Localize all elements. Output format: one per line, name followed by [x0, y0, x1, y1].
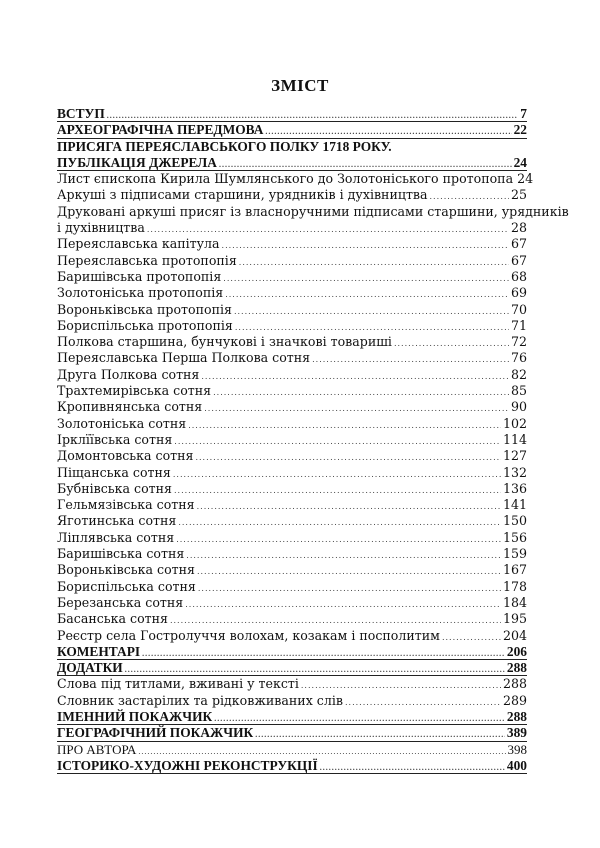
toc-entry-label: ВСТУП: [57, 106, 105, 121]
toc-entry[interactable]: [57, 579, 527, 595]
toc-page-number: 150: [502, 513, 527, 529]
toc-entry-label: КОМЕНТАРІ: [57, 643, 141, 659]
toc-page-number: 400: [506, 757, 527, 773]
toc-entry[interactable]: [57, 334, 527, 350]
toc-entry[interactable]: [57, 595, 527, 611]
toc-entry[interactable]: [57, 693, 527, 709]
toc-entry[interactable]: [57, 644, 527, 660]
dot-leader: [176, 532, 501, 548]
dot-leader: [225, 287, 509, 303]
dot-leader: [234, 304, 509, 320]
toc-entry[interactable]: [57, 416, 527, 432]
toc-page-number: 114: [502, 431, 527, 447]
toc-entry-label: Вороньківська протопопія: [57, 301, 232, 317]
toc-page-number: 398: [507, 741, 527, 757]
toc-entry[interactable]: [57, 399, 527, 415]
toc-page-number: 24: [513, 154, 527, 170]
toc-entry-label: Друковані аркуші присяг із власноручними підписами старшини, урядників: [57, 203, 569, 219]
toc-page-number: 206: [506, 643, 527, 659]
toc-entry-label: Лист єпископа Кирила Шумлянського до Золотоніського протопопа: [57, 171, 514, 187]
dot-leader: [197, 499, 501, 515]
toc-entry-label: Реєстр села Гостролуччя волохам, козакам і посполитим: [57, 627, 440, 643]
toc-page-number: 389: [506, 725, 527, 741]
toc-page-number: 178: [502, 578, 527, 594]
toc-entry-label: Переяславська капітула: [57, 236, 220, 252]
toc-entry[interactable]: [57, 253, 527, 269]
toc-entry[interactable]: [57, 628, 527, 644]
toc-entry[interactable]: [57, 758, 527, 774]
toc-page-number: 7: [520, 106, 527, 121]
toc-page-number: 67: [510, 236, 527, 252]
table-of-contents: [57, 106, 569, 774]
toc-entry[interactable]: [57, 611, 527, 627]
dot-leader: [345, 695, 501, 711]
toc-entry[interactable]: [57, 676, 527, 692]
toc-entry[interactable]: [57, 367, 527, 383]
dot-leader: [222, 238, 509, 254]
toc-entry[interactable]: [57, 742, 527, 758]
dot-leader: [178, 515, 501, 531]
toc-entry-label: Золотоніська сотня: [57, 415, 187, 431]
toc-page-number: 184: [502, 594, 527, 610]
dot-leader: [142, 646, 505, 662]
toc-entry[interactable]: [57, 106, 527, 122]
toc-page-number: 156: [502, 529, 527, 545]
toc-page-number: 76: [510, 350, 527, 366]
toc-entry-label: Кропивнянська сотня: [57, 399, 203, 415]
toc-entry-label: Домонтовська сотня: [57, 448, 194, 464]
toc-entry-label: Бориспільська сотня: [57, 578, 196, 594]
toc-page-number: 72: [510, 334, 527, 350]
toc-page-number: 67: [510, 252, 527, 268]
toc-entry-label: Бориспільська протопопія: [57, 317, 233, 333]
toc-entry[interactable]: [57, 725, 527, 741]
toc-page-number: 69: [510, 285, 527, 301]
toc-entry[interactable]: [57, 269, 527, 285]
toc-entry[interactable]: [57, 383, 527, 399]
toc-entry-label: Аркуші з підписами старшини, урядників і духівництва: [57, 187, 428, 203]
toc-entry-label: Березанська сотня: [57, 594, 184, 610]
toc-page-number: 136: [502, 480, 527, 496]
toc-entry[interactable]: [57, 122, 527, 138]
toc-entry[interactable]: [57, 530, 527, 546]
toc-entry-label: Друга Полкова сотня: [57, 366, 200, 382]
toc-entry-label: Трахтемирівська сотня: [57, 383, 212, 399]
toc-page-number: 71: [510, 317, 527, 333]
toc-entry[interactable]: [57, 350, 527, 366]
toc-entry-label: АРХЕОГРАФІЧНА ПЕРЕДМОВА: [57, 122, 264, 138]
toc-entry-label: ІСТОРИКО-ХУДОЖНІ РЕКОНСТРУКЦІЇ: [57, 757, 318, 773]
toc-entry-label: і духівництва: [57, 220, 145, 236]
toc-entry-label: ІМЕННИЙ ПОКАЖЧИК: [57, 708, 213, 724]
toc-entry[interactable]: [57, 497, 527, 513]
toc-entry[interactable]: [57, 465, 527, 481]
toc-page-number: 289: [502, 692, 527, 708]
dot-leader: [320, 760, 505, 776]
toc-entry-label: Вороньківська сотня: [57, 562, 195, 578]
dot-leader: [255, 727, 505, 743]
dot-leader: [188, 418, 501, 434]
toc-entry[interactable]: [57, 432, 527, 448]
toc-page-number: 24: [517, 171, 534, 187]
toc-page-number: 82: [510, 366, 527, 382]
toc-entry[interactable]: [57, 171, 534, 187]
toc-entry-label: Ліплявська сотня: [57, 529, 175, 545]
dot-leader: [239, 255, 509, 271]
toc-page-number: 90: [510, 399, 527, 415]
toc-entry[interactable]: [57, 481, 527, 497]
dot-leader: [174, 483, 501, 499]
toc-page-number: 195: [502, 611, 527, 627]
toc-entry-label: ГЕОГРАФІЧНИЙ ПОКАЖЧИК: [57, 725, 254, 741]
toc-page-number: 288: [502, 676, 527, 692]
toc-entry-label: Переяславська протопопія: [57, 252, 237, 268]
toc-entry[interactable]: [57, 155, 527, 171]
toc-entry-label: Переяславська Перша Полкова сотня: [57, 350, 311, 366]
dot-leader: [186, 548, 501, 564]
toc-page-number: 70: [510, 301, 527, 317]
dot-leader: [442, 630, 501, 646]
toc-page-number: 288: [506, 708, 527, 724]
toc-entry-label: Полкова старшина, бунчукові і значкові товариші: [57, 334, 392, 350]
toc-entry[interactable]: [57, 236, 527, 252]
toc-page-number: 28: [510, 220, 527, 236]
toc-page-number: 141: [502, 497, 527, 513]
dot-leader: [394, 336, 509, 352]
toc-page-number: 85: [510, 383, 527, 399]
toc-entry[interactable]: [57, 562, 527, 578]
toc-entry-label: Золотоніська протопопія: [57, 285, 224, 301]
toc-entry[interactable]: [57, 448, 527, 464]
toc-page-number: 159: [502, 546, 527, 562]
dot-leader: [223, 271, 509, 287]
toc-entry[interactable]: [57, 220, 527, 236]
toc-entry[interactable]: [57, 285, 527, 301]
toc-entry[interactable]: [57, 302, 527, 318]
toc-entry-label: Слова під титлами, вживані у тексті: [57, 676, 299, 692]
toc-entry-label: Піщанська сотня: [57, 464, 171, 480]
toc-entry-label: Бубнівська сотня: [57, 480, 172, 496]
dot-leader: [204, 401, 509, 417]
dot-leader: [185, 597, 501, 613]
toc-page-number: 102: [502, 415, 527, 431]
toc-page-number: 22: [513, 122, 527, 138]
toc-entry-label: Словник застарілих та рідковживаних слів: [57, 692, 343, 708]
dot-leader: [201, 369, 509, 385]
dot-leader: [174, 434, 501, 450]
toc-page-number: 25: [510, 187, 527, 203]
toc-page-number: 132: [502, 464, 527, 480]
dot-leader: [198, 581, 501, 597]
toc-entry-label: Гельмязівська сотня: [57, 497, 195, 513]
toc-entry-label: ДОДАТКИ: [57, 660, 123, 676]
toc-entry-label: Баришівська протопопія: [57, 268, 222, 284]
page-title: ЗМІСТ: [271, 76, 329, 95]
dot-leader: [197, 564, 501, 580]
dot-leader: [214, 711, 505, 727]
toc-page-number: 127: [502, 448, 527, 464]
toc-entry[interactable]: [57, 513, 527, 529]
toc-entry-label: ПРИСЯГА ПЕРЕЯСЛАВСЬКОГО ПОЛКУ 1718 РОКУ.: [57, 138, 392, 154]
toc-entry-label: Басанська сотня: [57, 611, 168, 627]
toc-entry-label: Баришівська сотня: [57, 546, 185, 562]
toc-page-number: 204: [502, 627, 527, 643]
toc-page-number: 167: [502, 562, 527, 578]
toc-entry-label: ПУБЛІКАЦІЯ ДЖЕРЕЛА: [57, 154, 217, 170]
toc-entry-label: ПРО АВТОРА: [57, 741, 137, 757]
toc-entry[interactable]: [57, 660, 527, 676]
toc-entry[interactable]: [57, 187, 527, 203]
dot-leader: [312, 352, 509, 368]
toc-entry[interactable]: [57, 709, 527, 725]
toc-entry-label: Ірклїївська сотня: [57, 431, 173, 447]
toc-entry[interactable]: [57, 318, 527, 334]
toc-entry[interactable]: [57, 546, 527, 562]
dot-leader: [213, 385, 509, 401]
toc-page-number: 68: [510, 268, 527, 284]
toc-page-number: 288: [506, 660, 527, 676]
dot-leader: [173, 467, 501, 483]
dot-leader: [195, 450, 500, 466]
toc-entry-label: Яготинська сотня: [57, 513, 177, 529]
